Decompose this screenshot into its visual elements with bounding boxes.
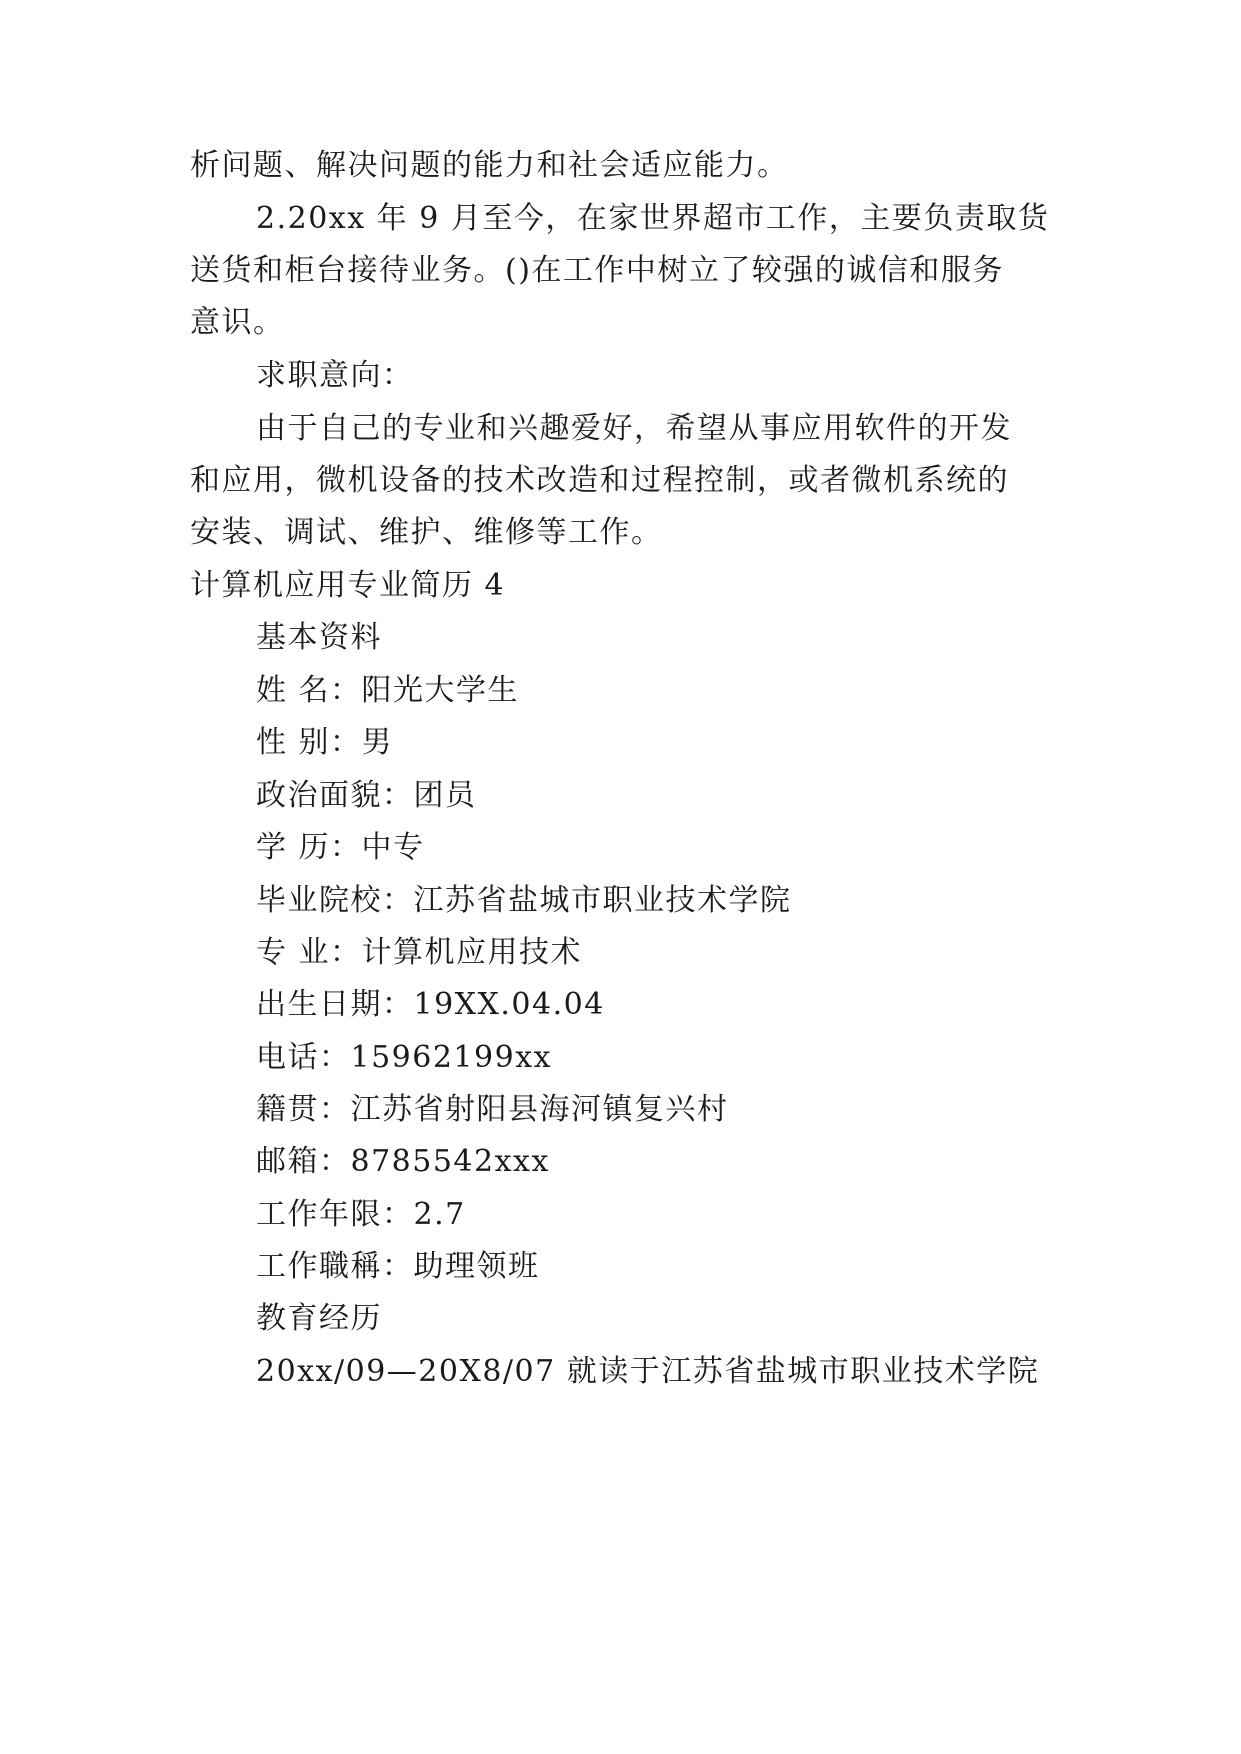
resume-title: 计算机应用专业简历 4 bbox=[190, 568, 506, 603]
paragraph-line: 安装、调试、维护、维修等工作。 bbox=[190, 515, 663, 550]
field-birth-date: 出生日期：19XX.04.04 bbox=[256, 987, 605, 1022]
paragraph-line: 由于自己的专业和兴趣爱好，希望从事应用软件的开发 bbox=[256, 411, 1012, 446]
field-name: 姓 名：阳光大学生 bbox=[256, 673, 520, 708]
field-job-title: 工作職稱：助理领班 bbox=[256, 1249, 540, 1284]
field-email: 邮箱：8785542xxx bbox=[256, 1144, 550, 1179]
section-heading-basic-info: 基本资料 bbox=[256, 620, 382, 655]
paragraph-line: 析问题、解决问题的能力和社会适应能力。 bbox=[190, 148, 789, 183]
field-years-of-work: 工作年限：2.7 bbox=[256, 1197, 466, 1232]
field-gender: 性 别：男 bbox=[256, 725, 394, 760]
field-major: 专 业：计算机应用技术 bbox=[256, 935, 583, 970]
field-education-level: 学 历：中专 bbox=[256, 830, 425, 865]
section-heading-education: 教育经历 bbox=[256, 1301, 382, 1336]
paragraph-line: 意识。 bbox=[190, 305, 285, 340]
section-heading-intention: 求职意向： bbox=[256, 358, 414, 393]
field-school: 毕业院校：江苏省盐城市职业技术学院 bbox=[256, 883, 792, 918]
paragraph-line: 和应用，微机设备的技术改造和过程控制，或者微机系统的 bbox=[190, 463, 1009, 498]
paragraph-line: 送货和柜台接待业务。()在工作中树立了较强的诚信和服务 bbox=[190, 253, 1004, 288]
paragraph-line: 2.20xx 年 9 月至今，在家世界超市工作，主要负责取货 bbox=[256, 201, 1050, 236]
field-phone: 电话：15962199xx bbox=[256, 1040, 553, 1075]
field-hometown: 籍贯：江苏省射阳县海河镇复兴村 bbox=[256, 1092, 729, 1127]
field-political-status: 政治面貌：团员 bbox=[256, 778, 477, 813]
education-entry: 20xx/09—20X8/07 就读于江苏省盐城市职业技术学院 bbox=[256, 1354, 1040, 1389]
